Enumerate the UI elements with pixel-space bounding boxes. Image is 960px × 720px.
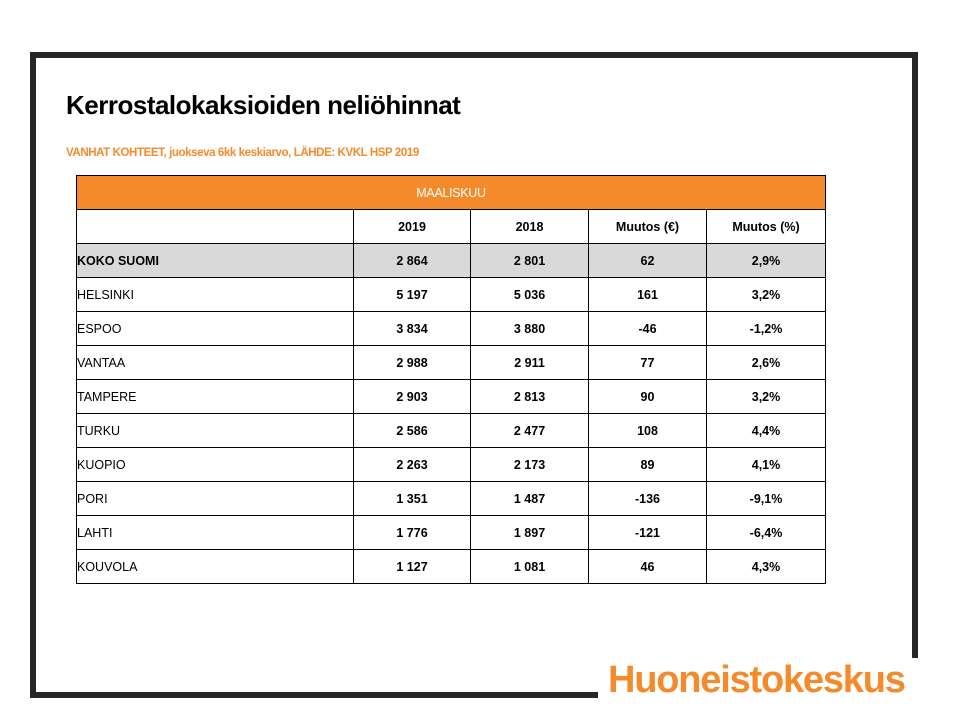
table-row xyxy=(77,346,826,380)
cell-region: VANTAA xyxy=(77,346,354,380)
cell-region: KOKO SUOMI xyxy=(77,244,354,278)
cell-2019: 2 903 xyxy=(354,380,471,414)
cell-change-pct: -9,1% xyxy=(707,482,826,516)
cell-change-pct: -1,2% xyxy=(707,312,826,346)
table-row xyxy=(77,448,826,482)
cell-2019: 1 351 xyxy=(354,482,471,516)
slide-frame-top xyxy=(30,52,918,58)
cell-change-eur: -136 xyxy=(589,482,707,516)
table-row xyxy=(77,380,826,414)
brand-logo: Huoneistokeskus xyxy=(608,659,905,701)
cell-2018: 2 813 xyxy=(471,380,589,414)
table-row xyxy=(77,482,826,516)
cell-2019: 2 864 xyxy=(354,244,471,278)
cell-change-eur: 89 xyxy=(589,448,707,482)
cell-2019: 5 197 xyxy=(354,278,471,312)
cell-2018: 3 880 xyxy=(471,312,589,346)
header-cell-2018: 2018 xyxy=(471,210,589,244)
cell-2018: 2 173 xyxy=(471,448,589,482)
cell-2018: 2 911 xyxy=(471,346,589,380)
cell-change-pct: 2,6% xyxy=(707,346,826,380)
table-row xyxy=(77,312,826,346)
cell-change-pct: 3,2% xyxy=(707,380,826,414)
cell-change-eur: -46 xyxy=(589,312,707,346)
table-header-row xyxy=(77,210,826,244)
table-row xyxy=(77,278,826,312)
cell-2018: 2 801 xyxy=(471,244,589,278)
cell-2019: 1 127 xyxy=(354,550,471,584)
header-cell-change-eur: Muutos (€) xyxy=(589,210,707,244)
cell-2019: 1 776 xyxy=(354,516,471,550)
cell-2018: 5 036 xyxy=(471,278,589,312)
cell-change-eur: 161 xyxy=(589,278,707,312)
header-cell-2019: 2019 xyxy=(354,210,471,244)
cell-change-eur: 77 xyxy=(589,346,707,380)
table-row xyxy=(77,244,826,278)
cell-region: ESPOO xyxy=(77,312,354,346)
cell-change-eur: 90 xyxy=(589,380,707,414)
cell-change-pct: 2,9% xyxy=(707,244,826,278)
cell-region: KOUVOLA xyxy=(77,550,354,584)
cell-change-pct: 4,4% xyxy=(707,414,826,448)
cell-change-eur: 108 xyxy=(589,414,707,448)
cell-2019: 3 834 xyxy=(354,312,471,346)
cell-region: PORI xyxy=(77,482,354,516)
cell-region: HELSINKI xyxy=(77,278,354,312)
table-row xyxy=(77,516,826,550)
cell-region: TAMPERE xyxy=(77,380,354,414)
table-row xyxy=(77,550,826,584)
cell-change-eur: 46 xyxy=(589,550,707,584)
cell-2018: 1 897 xyxy=(471,516,589,550)
slide-frame-right xyxy=(912,52,918,658)
cell-change-pct: 4,3% xyxy=(707,550,826,584)
cell-2018: 1 487 xyxy=(471,482,589,516)
cell-region: LAHTI xyxy=(77,516,354,550)
cell-region: KUOPIO xyxy=(77,448,354,482)
table-caption: MAALISKUU xyxy=(77,176,826,210)
header-cell-region xyxy=(77,210,354,244)
price-table xyxy=(76,175,826,584)
cell-2019: 2 988 xyxy=(354,346,471,380)
cell-change-pct: 4,1% xyxy=(707,448,826,482)
cell-change-pct: 3,2% xyxy=(707,278,826,312)
cell-change-eur: -121 xyxy=(589,516,707,550)
cell-2019: 2 586 xyxy=(354,414,471,448)
cell-2018: 1 081 xyxy=(471,550,589,584)
table-row xyxy=(77,414,826,448)
cell-change-pct: -6,4% xyxy=(707,516,826,550)
cell-2019: 2 263 xyxy=(354,448,471,482)
slide-title: Kerrostalokaksioiden neliöhinnat xyxy=(66,90,461,120)
cell-2018: 2 477 xyxy=(471,414,589,448)
table-caption-row xyxy=(77,176,826,210)
slide-frame-bottom xyxy=(30,692,598,698)
cell-change-eur: 62 xyxy=(589,244,707,278)
cell-region: TURKU xyxy=(77,414,354,448)
slide-frame-left xyxy=(30,52,36,698)
header-cell-change-pct: Muutos (%) xyxy=(707,210,826,244)
slide-subtitle: VANHAT KOHTEET, juokseva 6kk keskiarvo, LÄHDE: KVKL HSP 2019 xyxy=(66,147,419,159)
